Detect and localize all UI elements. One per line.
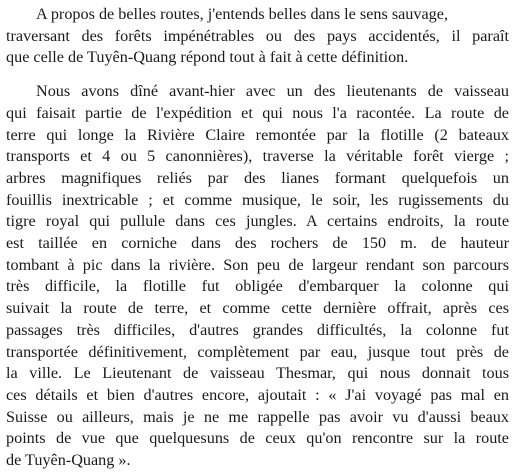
paragraph-2-line-16: Suisse ou ailleurs, mais je ne me rappelle pas avoir vu d'aussi beaux — [6, 407, 509, 426]
paragraph-2-line-9: tombant à pic dans la rivière. Son peu de largeur rendant son parcours — [6, 255, 509, 274]
paragraph-2-line-15: ces détails et bien d'autres encore, ajoutait : « J'ai voyagé pas mal en — [6, 385, 509, 404]
paragraph-2-line-2: qui faisait partie de l'expédition et qui nous l'a racontée. La route de — [6, 103, 509, 122]
paragraph-2-line-7: tigre royal qui pullule dans ces jungles. A certains endroits, la route — [6, 212, 509, 231]
paragraph-2-line-14: la ville. Le Lieutenant de vaisseau Thesmar, qui nous donnait tous — [6, 364, 509, 383]
paragraph-2-line-5: arbres magnifiques reliés par des lianes formant quelquefois un — [6, 168, 509, 187]
paragraph-2-line-3: terre qui longe la Rivière Claire remontée par la flotille (2 bateaux — [6, 125, 509, 144]
paragraph-2-line-10: très difficile, la flotille fut obligée d'embarquer la colonne qui — [6, 277, 509, 296]
paragraph-2-line-12: passages très difficiles, d'autres grandes difficultés, la colonne fut — [6, 320, 509, 339]
paragraph-2-line-4: transports et 4 ou 5 canonnières), traverse la véritable forêt vierge ; — [6, 147, 509, 166]
paragraph-2-line-17: points de vue que quelquesuns de ceux qu'on rencontre sur la route — [6, 429, 509, 448]
paragraph-2-line-18: de Tuyên-Quang ». — [6, 451, 131, 469]
paragraph-1-line-3: que celle de Tuyên-Quang répond tout à fait à cette définition. — [6, 48, 409, 67]
paragraph-2-line-8: est taillée en corniche dans des rochers de 150 m. de hauteur — [6, 234, 509, 252]
paragraph-2-line-1: Nous avons dîné avant-hier avec un des lieutenants de vaisseau — [36, 82, 509, 101]
paragraph-2-line-13: transportée définitivement, complètement par eau, jusque tout près de — [6, 342, 509, 361]
paragraph-2-line-11: suivait la route de terre, et comme cette dernière offrait, après ces — [6, 299, 509, 318]
paragraph-1-line-2: traversant des forêts impénétrables ou des pays accidentés, il paraît — [6, 26, 509, 45]
paragraph-1-line-1: A propos de belles routes, j'entends belles dans le sens sauvage, — [36, 5, 449, 23]
paragraph-2-line-6: fouillis inextricable ; et comme musique, le soir, les rugissements du — [6, 190, 509, 209]
